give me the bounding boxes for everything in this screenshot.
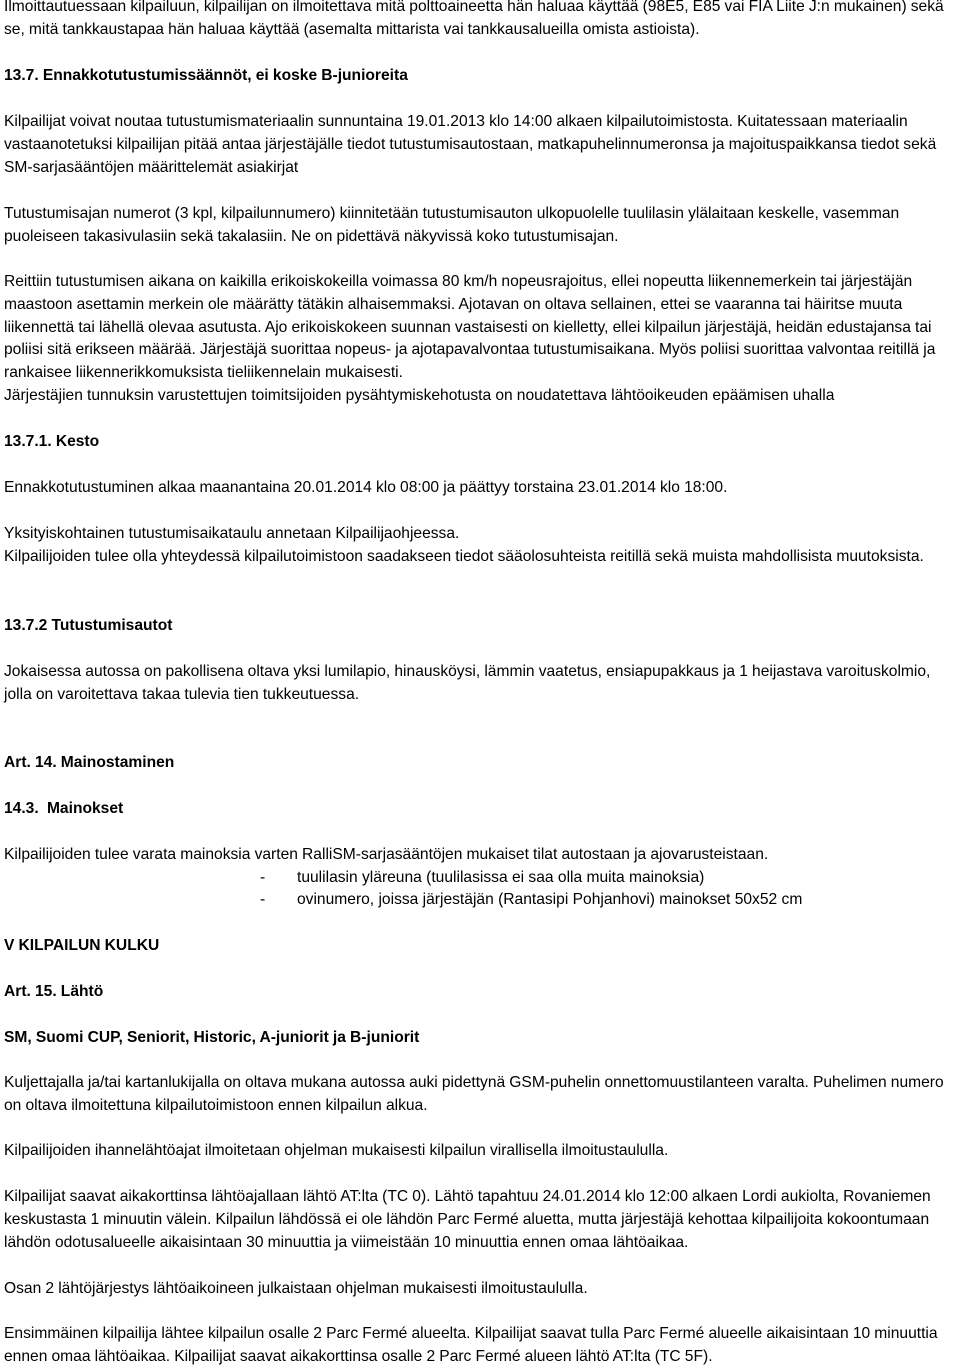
section-heading-14-3: 14.3. Mainokset bbox=[4, 800, 124, 817]
ad-bullet-item bbox=[260, 889, 802, 912]
officials-paragraph: Järjestäjien tunnuksin varustettujen toimitsijoiden pysähtymiskehotusta on noudatettava lähtöoikeuden epäämisen uhalla bbox=[4, 387, 835, 404]
article-heading-15: Art. 15. Lähtö bbox=[4, 983, 104, 1000]
schedule-paragraph: Yksityiskohtainen tutustumisaikataulu annetaan Kilpailijaohjeessa. bbox=[4, 525, 460, 542]
speed-paragraph: Reittiin tutustumisen aikana on kaikilla erikoiskokeilla voimassa 80 km/h nopeusrajoitus, ellei nopeutta liikennemerkein tai järjestäjän maastoon asettamin merkein ole määrätty tätäkin alhaisemmaksi. Ajotavan on oltava sellainen, ettei se vaaranna tai häiritse muuta liikennettä tai lähellä olevaa asutusta. Ajo erikoiskokeen suunnan vastaisesti on kielletty, ellei kilpailun järjestäjä, heidän edustajansa tai poliisi sitä erikseen määrää. Järjestäjä suorittaa nopeus- ja ajotapavalvontaa tutustumisaikana. Myös poliisi suorittaa valvontaa reitillä ja rankaisee liikennerikkomuksista tieliikennelain mukaisesti. bbox=[4, 273, 936, 382]
chapter-heading-v: V KILPAILUN KULKU bbox=[4, 937, 160, 954]
ad-bullet-item bbox=[260, 867, 704, 890]
bullet-dash: - bbox=[260, 891, 266, 908]
classes-heading: SM, Suomi CUP, Seniorit, Historic, A-juniorit ja B-juniorit bbox=[4, 1029, 420, 1046]
start-paragraph: Kilpailijat saavat aikakorttinsa lähtöajallaan lähtö AT:lta (TC 0). Lähtö tapahtuu 24.01.2014 klo 12:00 alkaen Lordi aukiolta, Rovaniemen keskustasta 1 minuutin välein. Kilpailun lähdössä ei ole lähdön Parc Fermé aluetta, mutta järjestäjä kehottaa kilpailijoita kokoontumaan lähdön odotusalueelle aikaisintaan 30 minuuttia ja viimeistään 10 minuuttia ennen omaa lähtöaikaa. bbox=[4, 1188, 931, 1251]
intro-paragraph: Ilmoittautuessaan kilpailuun, kilpailijan on ilmoitettava mitä polttoaineetta hän haluaa käyttää (98E5, E85 vai FIA Liite J:n mukainen) sekä se, mitä tankkaustapaa hän haluaa käyttää (asemalta mittarista vai tankkausalueilla omista astioista). bbox=[4, 0, 944, 38]
section-heading-13-7: 13.7. Ennakkotutustumissäännöt, ei koske B-junioreita bbox=[4, 67, 408, 84]
bullet-text: tuulilasin yläreuna (tuulilasissa ei saa olla muita mainoksia) bbox=[297, 869, 705, 886]
stage2-paragraph: Osan 2 lähtöjärjestys lähtöaikoineen julkaistaan ohjelman mukaisesti ilmoitustaululla. bbox=[4, 1280, 588, 1297]
contact-paragraph: Kilpailijoiden tulee olla yhteydessä kilpailutoimistoon saadakseen tiedot sääolosuhteista reitillä sekä muista mahdollisista muutoksista. bbox=[4, 548, 924, 565]
gsm-paragraph: Kuljettajalla ja/tai kartanlukijalla on oltava mukana autossa auki pidettynä GSM-puhelin onnettomuustilanteen varalta. Puhelimen numero on oltava ilmoitettuna kilpailutoimistoon ennen kilpailun alkua. bbox=[4, 1074, 944, 1114]
bullet-dash: - bbox=[260, 869, 266, 886]
equipment-paragraph: Jokaisessa autossa on pakollisena oltava yksi lumilapio, hinausköysi, lämmin vaatetus, ensiapupakkaus ja 1 heijastava varoituskolmio, jolla on varoitettava takaa tulevia tien tukkeutuessa. bbox=[4, 663, 931, 703]
duration-paragraph: Ennakkotutustuminen alkaa maanantaina 20.01.2014 klo 08:00 ja päättyy torstaina 23.01.2014 klo 18:00. bbox=[4, 479, 728, 496]
section-heading-13-7-2: 13.7.2 Tutustumisautot bbox=[4, 617, 173, 634]
section-heading-13-7-1: 13.7.1. Kesto bbox=[4, 433, 100, 450]
first-competitor-paragraph: Ensimmäinen kilpailija lähtee kilpailun osalle 2 Parc Fermé alueelta. Kilpailijat saavat tulla Parc Fermé alueelle aikaisintaan 10 minuuttia ennen omaa lähtöaikaa. Kilpailijat saavat aikakorttinsa osalle 2 Parc Fermé alueen lähtö AT:lta (TC 5F). bbox=[4, 1325, 938, 1365]
ads-paragraph: Kilpailijoiden tulee varata mainoksia varten RalliSM-sarjasääntöjen mukaiset tilat autostaan ja ajovarusteistaan. bbox=[4, 846, 769, 863]
article-heading-14: Art. 14. Mainostaminen bbox=[4, 754, 175, 771]
ideal-start-paragraph: Kilpailijoiden ihannelähtöajat ilmoitetaan ohjelman mukaisesti kilpailun virallisella ilmoitustaululla. bbox=[4, 1142, 669, 1159]
bullet-text: ovinumero, joissa järjestäjän (Rantasipi Pohjanhovi) mainokset 50x52 cm bbox=[297, 891, 803, 908]
numbers-paragraph: Tutustumisajan numerot (3 kpl, kilpailunnumero) kiinnitetään tutustumisauton ulkopuolelle tuulilasin ylälaitaan keskelle, vasemman puoleiseen takasivulasiin sekä takalasiin. Ne on pidettävä näkyvissä koko tutustumisajan. bbox=[4, 205, 900, 245]
materials-paragraph: Kilpailijat voivat noutaa tutustumismateriaalin sunnuntaina 19.01.2013 klo 14:00 alkaen kilpailutoimistosta. Kuitatessaan materiaalin vastaanotetuksi kilpailijan pitää antaa järjestäjälle tiedot tutustumisautostaan, matkapuhelinnumeronsa ja majoituspaikkansa tiedot sekä SM-sarjasääntöjen määrittelemät asiakirjat bbox=[4, 113, 937, 176]
